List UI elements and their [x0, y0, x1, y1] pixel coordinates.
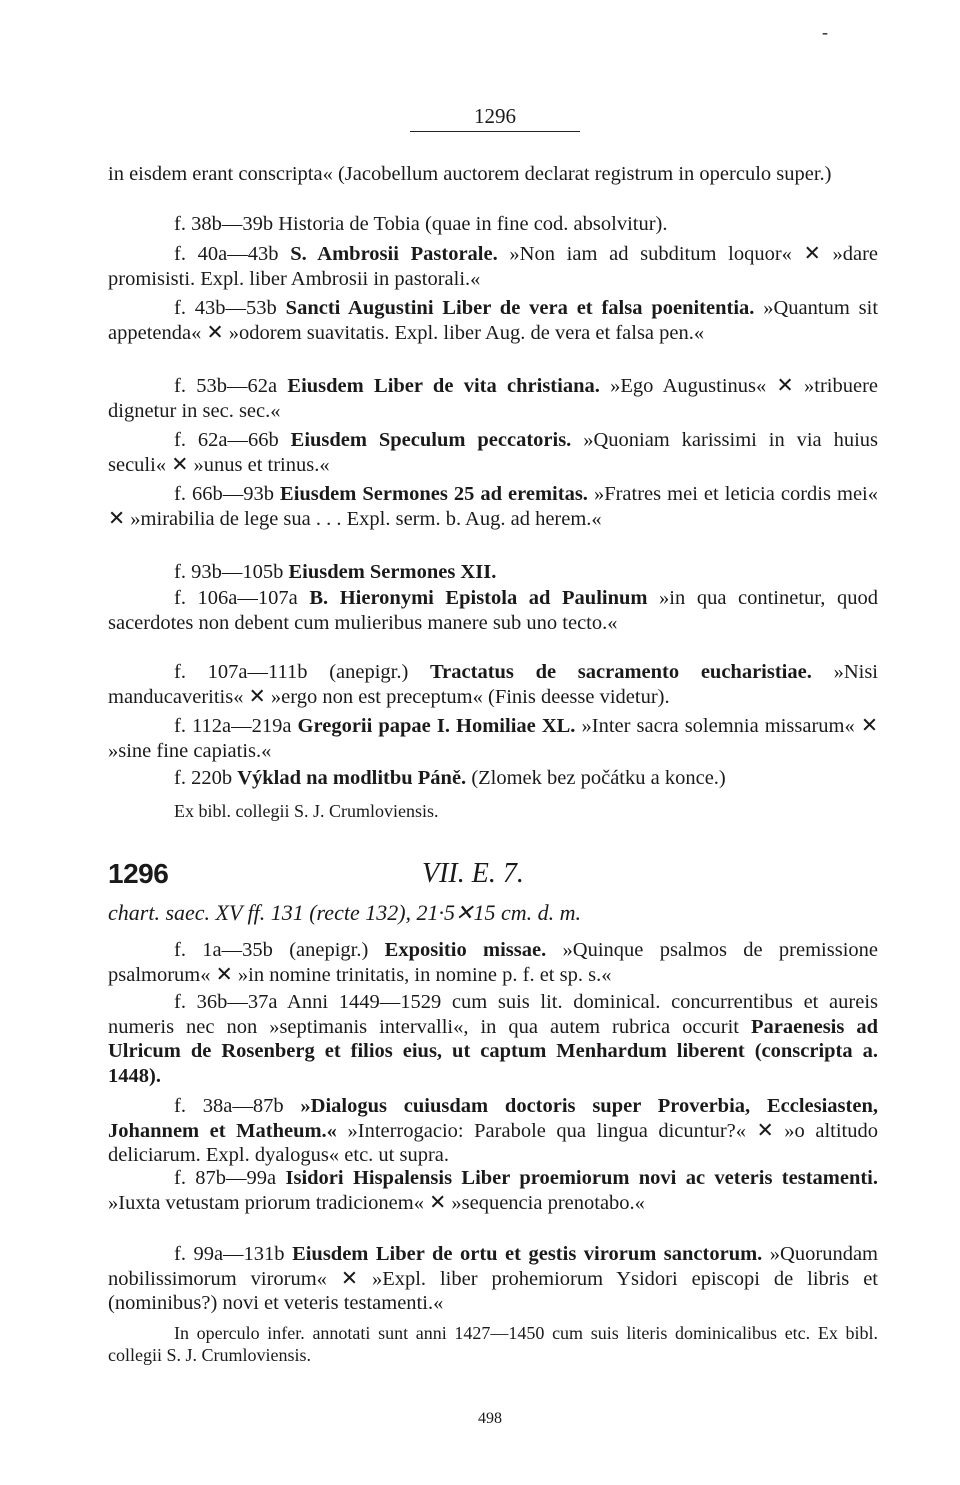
item-loc: f. 38a—87b — [174, 1095, 284, 1117]
prev-provenance: Ex bibl. collegii S. J. Crumloviensis. — [174, 801, 439, 821]
item-text: »Inter sacra solemnia missarum« ✕ »sine fine capiatis.« — [108, 715, 878, 762]
item-loc: f. 62a—66b — [174, 429, 279, 451]
item-loc: f. 93b—105b — [174, 561, 284, 583]
item-text: (Zlomek bez počátku a konce.) — [466, 767, 726, 789]
entry-shelfmark: VII. E. 7. — [422, 858, 524, 889]
item-title: Paraenesis ad Ulricum de Rosenberg et filios eius, ut captum Menhardum liberent (conscripta a. 1448). — [108, 1015, 878, 1087]
item-loc: f. 87b—99a — [174, 1167, 277, 1189]
item-text: »Quorundam nobilissimorum virorum« ✕ »Expl. liber prohemiorum Ysidori episcopi de libris et (nominibus?) novi et veteris testamenti.« — [108, 1243, 878, 1314]
item-loc: f. 112a—219a — [174, 715, 292, 737]
item-loc: f. 106a—107a — [174, 587, 298, 609]
prev-entry-intro: in eisdem erant conscripta« (Jacobellum auctorem declarat registrum in operculo super.) — [108, 163, 832, 185]
item-text: »Non iam ad subditum loquor« ✕ »dare promisisti. Expl. liber Ambrosii in pastorali.« — [108, 243, 879, 290]
entry-item-5 — [108, 1242, 878, 1316]
item-text: Historia de Tobia (quae in fine cod. absolvitur). — [273, 213, 668, 235]
entry-item-4 — [108, 1166, 878, 1215]
item-title: Sancti Augustini Liber de vera et falsa poenitentia. — [285, 297, 755, 319]
item-title: Eiusdem Sermones XII. — [288, 561, 497, 583]
item-text: »Quinque psalmos de premissione psalmorum« ✕ »in nomine trinitatis, in nomine p. f. et sp. s.« — [108, 939, 878, 986]
item-title: Tractatus de sacramento eucharistiae. — [430, 661, 812, 683]
item-text: »Interrogacio: Parabole qua lingua dicuntur?« ✕ »o altitudo deliciarum. Expl. dyalogus« etc. ut supra. — [108, 1119, 878, 1166]
prev-item-6 — [108, 482, 878, 531]
item-title: Isidori Hispalensis Liber proemiorum novi ac veteris testamenti. — [285, 1167, 878, 1189]
prev-item-1 — [108, 212, 878, 237]
item-title: B. Hieronymi Epistola ad Paulinum — [309, 587, 648, 609]
item-pre: (anepigr.) — [307, 661, 431, 683]
item-loc: f. 36b—37a — [174, 991, 278, 1013]
item-loc: f. 38b—39b — [174, 213, 274, 235]
item-pre: (anepigr.) — [272, 939, 385, 961]
item-loc: f. 40a—43b — [174, 243, 279, 265]
running-head-rule — [410, 131, 580, 132]
item-loc: f. 53b—62a — [174, 375, 278, 397]
page-folio: 498 — [478, 1410, 502, 1427]
entry-item-2 — [108, 990, 878, 1088]
item-title: Výklad na modlitbu Páně. — [237, 767, 467, 789]
item-loc: f. 107a—111b — [174, 661, 308, 683]
prev-item-5 — [108, 428, 878, 477]
item-text: Anni 1449—1529 cum suis lit. dominical. concurrentibus et aureis numeris nec non »septimanis intervalli«, in qua autem rubrica occurit — [108, 991, 878, 1038]
item-title: S. Ambrosii Pastorale. — [290, 243, 498, 265]
item-text: »Fratres mei et leticia cordis mei« ✕ »mirabilia de lege sua . . . Expl. serm. b. Aug. ad herem.« — [108, 483, 878, 530]
item-loc: f. 99a—131b — [174, 1243, 285, 1265]
prev-item-3 — [108, 296, 878, 345]
item-loc: f. 43b—53b — [174, 297, 277, 319]
item-loc: f. 1a—35b — [174, 939, 273, 961]
item-loc: f. 66b—93b — [174, 483, 274, 505]
prev-item-4 — [108, 374, 878, 423]
item-text: »Ego Augustinus« ✕ »tribuere dignetur in sec. sec.« — [108, 375, 879, 422]
item-title: Gregorii papae I. Homiliae XL. — [297, 715, 576, 737]
prev-item-8 — [108, 586, 878, 635]
item-text: »Nisi manducaveritis« ✕ »ergo non est preceptum« (Finis deesse videtur). — [108, 661, 878, 708]
entry-item-3 — [108, 1094, 878, 1168]
item-text: »Iuxta vetustam priorum tradicionem« ✕ »sequencia prenotabo.« — [108, 1191, 645, 1214]
item-text: »Quoniam karissimi in via huius seculi« ✕ »unus et trinus.« — [108, 429, 878, 476]
running-head: 1296 — [474, 104, 516, 128]
entry-number: 1296 — [108, 858, 169, 889]
item-title: Eiusdem Sermones 25 ad eremitas. — [280, 483, 588, 505]
entry-description: chart. saec. XV ff. 131 (recte 132), 21·5✕15 cm. d. m. — [108, 900, 582, 925]
item-loc: f. 220b — [174, 767, 233, 789]
item-title: »Dialogus cuiusdam doctoris super Proverbia, Ecclesiasten, Johannem et Matheum.« — [108, 1095, 878, 1142]
prev-item-7 — [108, 560, 878, 585]
item-title: Eiusdem Liber de vita christiana. — [287, 375, 600, 397]
prev-item-9 — [108, 660, 878, 709]
top-mark: - — [822, 22, 828, 42]
item-title: Eiusdem Liber de ortu et gestis virorum sanctorum. — [292, 1243, 763, 1265]
prev-item-11 — [108, 766, 878, 791]
item-title: Eiusdem Speculum peccatoris. — [290, 429, 572, 451]
item-text: »Quantum sit appetenda« ✕ »odorem suavitatis. Expl. liber Aug. de vera et falsa pen.« — [108, 297, 879, 344]
prev-item-2 — [108, 242, 878, 291]
entry-item-1 — [108, 938, 878, 987]
item-text: »in qua continetur, quod sacerdotes non debent cum mulieribus manere sub uno tecto.« — [108, 587, 879, 634]
entry-note: In operculo infer. annotati sunt anni 1427—1450 cum suis literis dominicalibus etc. Ex bibl. collegii S. J. Crumloviensis. — [108, 1323, 878, 1365]
prev-item-10 — [108, 714, 878, 763]
item-title: Expositio missae. — [384, 939, 547, 961]
